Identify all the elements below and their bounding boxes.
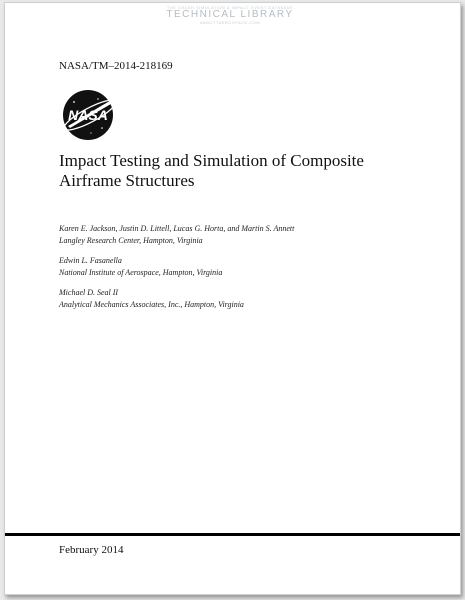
author-group (59, 223, 449, 247)
nasa-logo (60, 88, 124, 142)
title-line-1: Impact Testing and Simulation of Composite (59, 151, 364, 170)
author-names: Karen E. Jackson, Justin D. Littell, Lucas G. Horta, and Martin S. Annett (59, 224, 295, 233)
author-list (59, 223, 449, 319)
publication-date: February 2014 (59, 544, 124, 556)
author-affiliation: National Institute of Aerospace, Hampton, Virginia (59, 268, 223, 277)
report-number: NASA/TM–2014-218169 (59, 60, 173, 72)
watermark-bottom-text: ABBOTTAEROSPACE.COM (199, 20, 261, 25)
report-cover-page (4, 2, 461, 595)
technical-library-watermark (155, 5, 305, 25)
author-affiliation: Langley Research Center, Hampton, Virginia (59, 236, 203, 245)
author-affiliation: Analytical Mechanics Associates, Inc., Hampton, Virginia (59, 300, 244, 309)
author-group (59, 287, 449, 311)
author-names: Edwin L. Fasanella (59, 256, 122, 265)
document-title (59, 151, 439, 191)
author-names: Michael D. Seal II (59, 288, 119, 297)
title-line-2: Airframe Structures (59, 171, 195, 190)
watermark-top-text: THE CRASH SIMULATION & IMPACT EVENT DATABASE (166, 5, 294, 10)
footer-divider (5, 533, 460, 536)
nasa-meatball-icon (60, 88, 124, 142)
author-group (59, 255, 449, 279)
nasa-logo-text: NASA (68, 107, 108, 123)
watermark-main-text: TECHNICAL LIBRARY (166, 9, 294, 20)
